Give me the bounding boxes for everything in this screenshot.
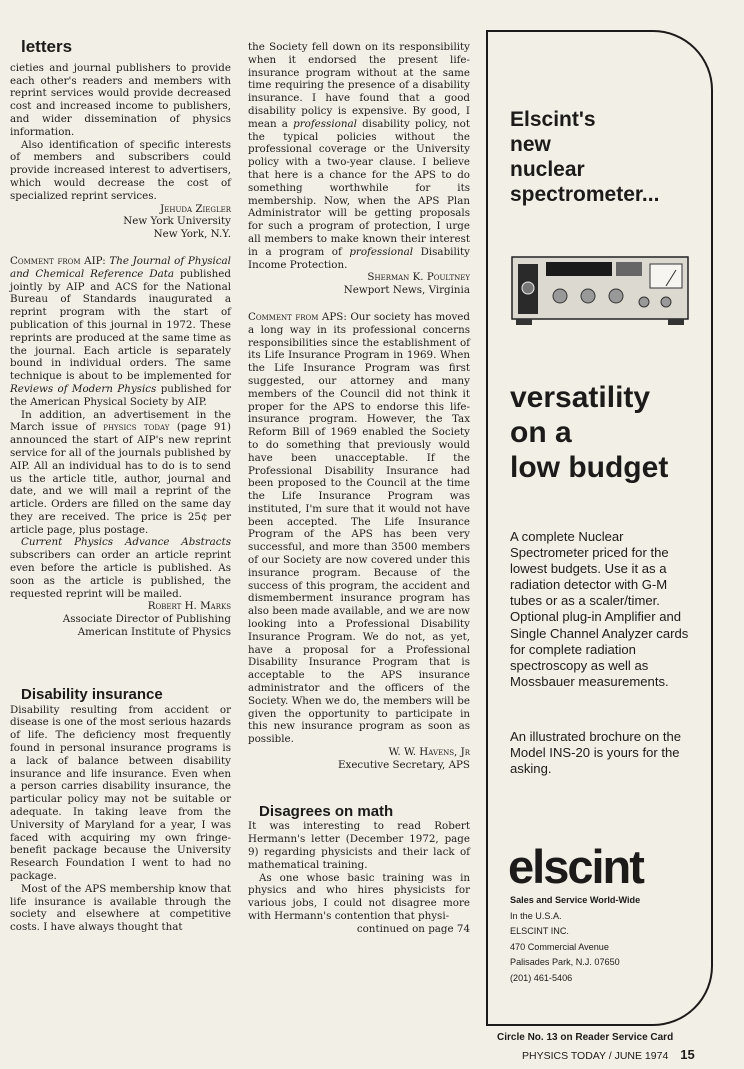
contact-line: Sales and Service World-Wide [510, 895, 641, 905]
heading-math: Disagrees on math [259, 802, 394, 820]
signature-location: New York, N.Y. [153, 228, 231, 241]
signature-affiliation: Executive Secretary, APS [338, 758, 470, 771]
heading-disability: Disability insurance [21, 685, 163, 703]
spectrometer-image [510, 242, 690, 337]
comment-paragraph: Comment from APS: Our society has moved a long way in its professional concerns responsibilities since the establishment of its Life Insurance Program in 1969. When the Life Insurance Program was first suggested, our attorney and many members of the Council did not think it proper for the APS to endorse this life-insurance program. However, the Tax Reform Bill of 1969 enabled the Society to do something that previously would have been unacceptable. If the Professional Disability Insurance had been proposed to the Council at the time the Life Insurance Program was instituted, I'm sure that it would not have been accepted. The Life Insurance Program of the APS has been very successful, and more than 3500 members of our Society are now covered under this insurance program. Because of the success of this program, the accident and dismemberment insurance program has also been made available, and we are now looking into a Professional Disability Insurance Program. We do not, as yet, have a proposal for a Professional Disability Insurance Program that is acceptable to the APS insurance administrator and the officers of the Society. When we do, the members will be given the opportunity to participate in this new insurance program as soon as possible. [248, 310, 470, 746]
elscint-logo: elscint [508, 840, 643, 893]
ad-contact [510, 893, 640, 987]
signature-name: Robert H. Marks [147, 600, 231, 613]
ad-headline-line: nuclear [510, 158, 585, 181]
contact-line: ELSCINT INC. [510, 926, 569, 937]
contact-line: (201) 461-5406 [510, 972, 573, 983]
letter-paragraph: Current Physics Advance Abstracts subscribers can order an article reprint even before the article is published. As soon as the article is published, the requested reprint will be mailed. [10, 536, 231, 600]
elscint-advertisement [486, 30, 713, 1026]
ad-headline-line: spectrometer... [510, 183, 660, 206]
signature-affiliation: New York University [123, 215, 231, 228]
reader-service-note: Circle No. 13 on Reader Service Card [497, 1032, 674, 1043]
signature-location: Newport News, Virginia [343, 284, 470, 297]
contact-line: Palisades Park, N.J. 07650 [510, 957, 620, 968]
signature-affiliation: American Institute of Physics [77, 626, 231, 639]
signature-affiliation: Associate Director of Publishing [62, 613, 231, 626]
letter-paragraph: cieties and journal publishers to provide each other's readers and members with reprint services would provide decreased cost and increased income to publishers, and wider dissemination of physics information. [10, 61, 231, 138]
page-footer [522, 1047, 695, 1062]
ad-headline [510, 107, 659, 207]
ad-brochure-text: An illustrated brochure on the Model INS-20 is yours for the asking. [510, 729, 682, 777]
ad-tagline [510, 380, 668, 485]
ad-tagline-line: versatility [510, 381, 651, 414]
page-number: 15 [680, 1047, 695, 1062]
signature-name: Jehuda Ziegler [160, 202, 231, 215]
journal-name: PHYSICS TODAY / JUNE 1974 [522, 1050, 669, 1062]
section-heading: letters [21, 37, 73, 56]
ad-headline-line: Elscint's [510, 108, 596, 131]
continued-note: continued on page 74 [356, 922, 470, 935]
letter-paragraph: the Society fell down on its responsibility when it endorsed the present life-insurance program without at the same time requiring the presence of a disability insurance. I have found that a good disability policy is expensive. By good, I mean a professional disability policy, not the typical policies without the professional coverage or the University policy with a two-year clause. I believe that here is a chance for the APS to do something worthwhile for its membership. Now, when the APS Plan Administrator will be getting proposals for such a program of protection, I urge all members to make known their interest in a program of professional Disability Income Protection. [248, 41, 470, 271]
comment-paragraph: Comment from AIP: The Journal of Physical and Chemical Reference Data published jointly by AIP and ACS for the National Bureau of Standards inaugurated a reprint program with the start of publication of this journal in 1972. These reprints are produced at the same time as the journal. Each article is separately bound in individual orders. The same technique is about to be implemented for Reviews of Modern Physics published for the American Physical Society by AIP. [10, 254, 232, 408]
column-1 [10, 37, 232, 934]
letter-paragraph: As one whose basic training was in physics and who hires physicists for various jobs, I could not disagree more with Hermann's contention that physi- [248, 871, 470, 922]
signature-name: Sherman K. Poultney [367, 271, 470, 284]
letter-paragraph: In addition, an advertisement in the March issue of physics today (page 91) announced the start of AIP's new reprint service for all of the journals published by AIP. All an individual has to do is to send us the article title, author, journal and date, and we will mail a reprint of the article. Orders are filled on the same day they are received. The price is 25¢ per article page, plus postage. [10, 408, 231, 536]
letter-paragraph: It was interesting to read Robert Hermann's letter (December 1972, page 9) regarding physicists and their lack of mathematical training. [248, 820, 470, 871]
ad-tagline-line: low budget [510, 451, 669, 484]
ad-tagline-line: on a [510, 416, 572, 449]
contact-line: In the U.S.A. [510, 910, 562, 921]
contact-line: 470 Commercial Avenue [510, 941, 609, 952]
ad-body-text: A complete Nuclear Spectrometer priced for the lowest budgets. Use it as a radiation detector with G-M tubes or as a scaler/timer. Optional plug-in Amplifier and Single Channel Analyzer cards for complete radiation spectroscopy as well as Mossbauer measurements. [510, 529, 689, 689]
letter-paragraph: Most of the APS membership know that life insurance is available through the society and elsewhere at competitive costs. I have always thought that [10, 882, 231, 934]
column-2 [248, 41, 470, 936]
signature-name: W. W. Havens, Jr [388, 746, 470, 759]
letter-paragraph: Also identification of specific interests of members and subscribers could provide increased interest to advertisers, which would decrease the cost of specialized reprint services. [10, 138, 231, 202]
letter-paragraph: Disability resulting from accident or disease is one of the most serious hazards of life. The deficiency most frequently found in personal insurance programs is a lack of balance between disability insurance and life insurance. Even when a person carries disability insurance, the particular policy may not be suitable or adequate. In taking leave from the University of Maryland for a year, I was faced with acquiring my own fringe-benefit package because the University Research Foundation I went to had no package. [10, 703, 231, 883]
ad-headline-line: new [510, 133, 551, 156]
